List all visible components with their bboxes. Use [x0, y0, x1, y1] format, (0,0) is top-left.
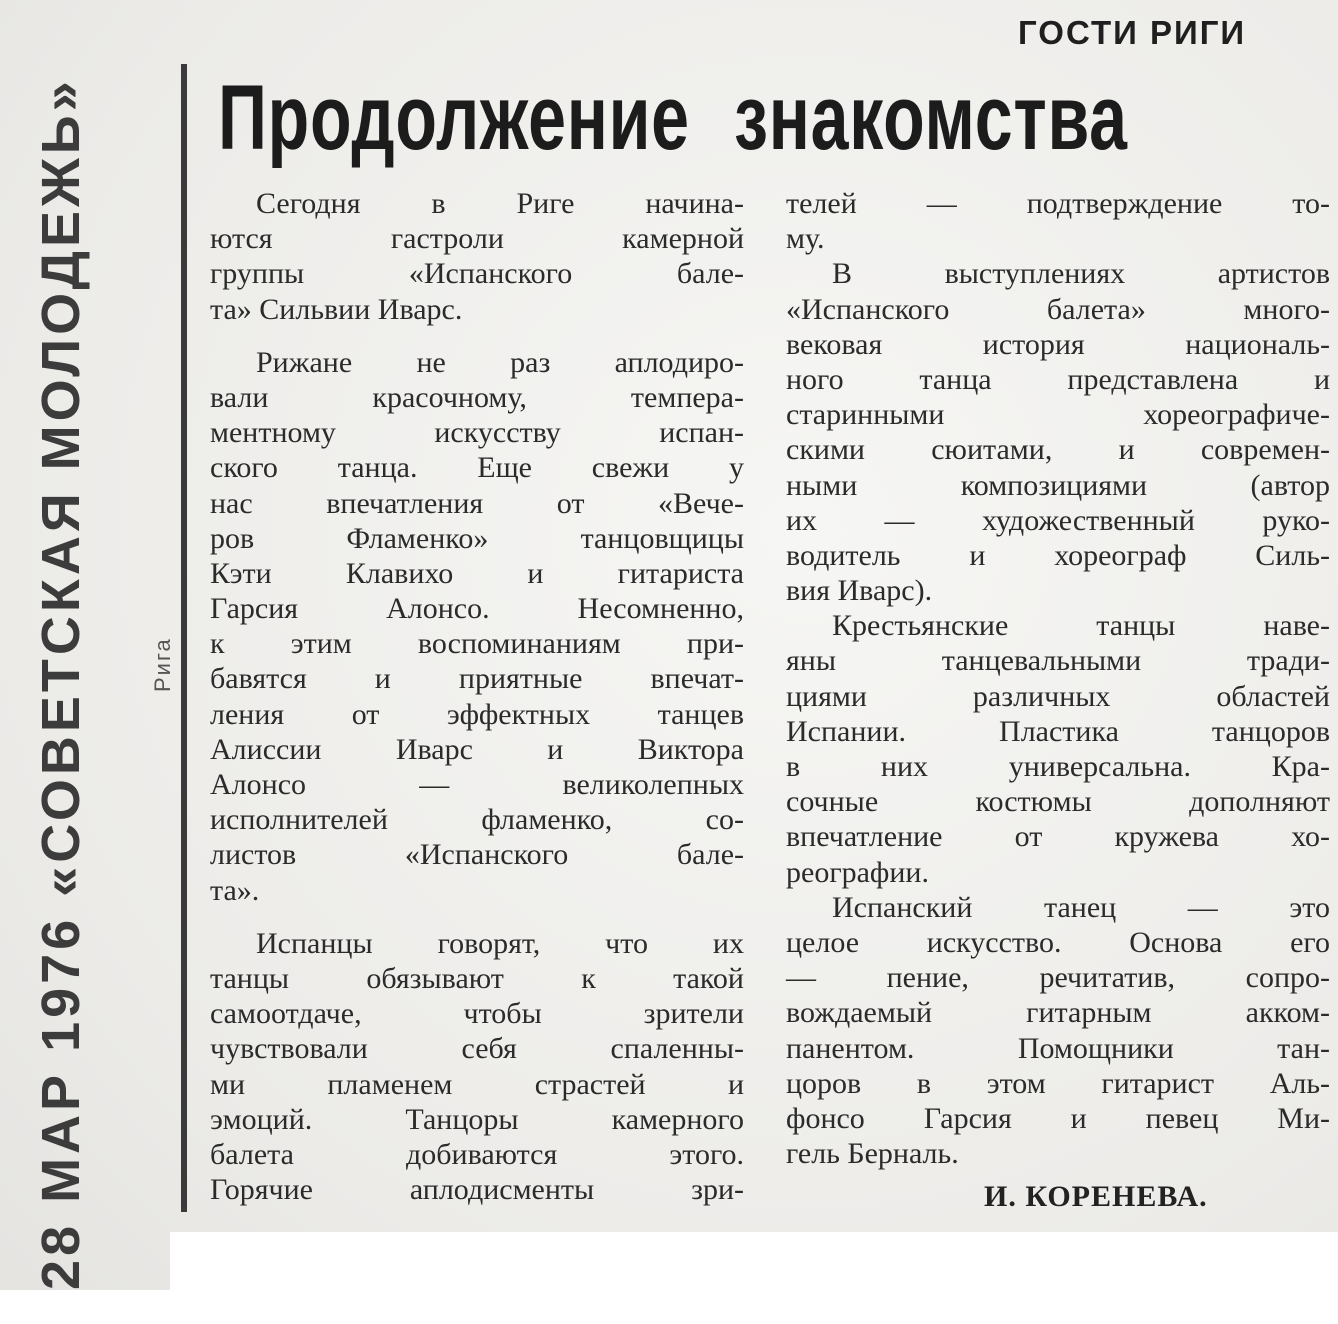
headline-word-1: Продолжение — [218, 67, 690, 169]
article-column-left — [210, 186, 744, 1207]
text-line: сочные костюмы дополняют — [786, 785, 1330, 819]
text-line: Кэти Клавихо и гитариста — [210, 556, 744, 590]
text-line: ного танца представлена и — [786, 362, 1330, 396]
headline-word-2: знакомства — [734, 67, 1128, 169]
paragraph-2 — [210, 345, 744, 908]
text-line: Испанский танец — это — [832, 890, 1330, 924]
text-line: В выступлениях артистов — [832, 257, 1330, 291]
text-line: та» Сильвии Иварс. — [210, 292, 463, 326]
text-line: в них универсальна. Кра- — [786, 750, 1330, 783]
paragraph-5 — [786, 608, 1330, 890]
text-line: Алиссии Иварс и Виктора — [210, 732, 744, 766]
paragraph-1 — [210, 186, 744, 327]
text-line: балета добиваются этого. — [210, 1137, 744, 1171]
text-line: ются гастроли камерной — [210, 222, 744, 256]
rubric: ГОСТИ РИГИ — [1018, 14, 1247, 51]
article-column-right — [786, 186, 1330, 1171]
text-line: вождаемый гитарным акком- — [786, 996, 1330, 1030]
text-line: Испанцы говорят, что их — [256, 926, 744, 960]
text-line: Рижане не раз аплодиро- — [256, 345, 744, 379]
text-line: целое искусство. Основа его — [786, 925, 1330, 959]
text-line: — пение, речитатив, сопро- — [786, 961, 1330, 995]
headline — [218, 66, 1128, 170]
text-line: Алонсо — великолепных — [210, 768, 744, 801]
text-line: чувствовали себя спаленны- — [210, 1032, 744, 1066]
text-line: Горячие аплодисменты зри- — [210, 1173, 744, 1207]
text-line: танцы обязывают к такой — [210, 961, 744, 995]
text-line: ментному искусству испан- — [210, 416, 744, 450]
margin-rule — [181, 64, 187, 1212]
text-line: исполнителей фламенко, со- — [210, 803, 744, 837]
text-line: впечатление от кружева хо- — [786, 820, 1330, 854]
text-line: старинными хореографиче- — [786, 398, 1330, 432]
text-line: скими сюитами, и современ- — [786, 433, 1330, 467]
text-line: Гарсия Алонсо. Несомненно, — [210, 592, 744, 626]
text-line: эмоций. Танцоры камерного — [210, 1102, 744, 1136]
text-line: му. — [786, 222, 825, 256]
text-line: самоотдаче, чтобы зрители — [210, 997, 744, 1031]
paragraph-6 — [786, 890, 1330, 1172]
text-line: ления от эффектных танцев — [210, 697, 744, 731]
text-line: листов «Испанского бале- — [210, 838, 744, 872]
paragraph-3 — [210, 926, 744, 1208]
text-line: Сегодня в Риге начина- — [256, 187, 744, 220]
text-line: ми пламенем страстей и — [210, 1067, 744, 1101]
date-source-stamp: 28 МАР 1976 «СОВЕТСКАЯ МОЛОДЕЖЬ» — [31, 77, 91, 1290]
text-line: нас впечатления от «Вече- — [210, 486, 744, 520]
paragraph-4 — [786, 256, 1330, 608]
text-line: вековая история националь- — [786, 327, 1330, 361]
text-line: панентом. Помощники тан- — [786, 1031, 1330, 1065]
text-line: бавятся и приятные впечат- — [210, 662, 744, 696]
paragraph-3-continued — [786, 186, 1330, 256]
text-line: Испании. Пластика танцоров — [786, 714, 1330, 748]
text-line: группы «Испанского бале- — [210, 257, 744, 291]
text-line: циями различных областей — [786, 679, 1330, 713]
text-line: фонсо Гарсия и певец Ми- — [786, 1101, 1330, 1135]
text-line: ров Фламенко» танцовщицы — [210, 521, 744, 555]
text-line: водитель и хореограф Силь- — [786, 538, 1330, 572]
text-line: ского танца. Еще свежи у — [210, 451, 744, 485]
text-line: та». — [210, 873, 260, 907]
text-line: цоров в этом гитарист Аль- — [786, 1066, 1330, 1100]
text-line: «Испанского балета» много- — [786, 292, 1330, 326]
text-line: к этим воспоминаниям при- — [210, 627, 744, 661]
text-line: Крестьянские танцы наве- — [832, 609, 1330, 643]
text-line: реографии. — [786, 855, 929, 889]
author-signature: И. КОРЕНЕВА. — [984, 1180, 1208, 1213]
text-line: ными композициями (автор — [786, 468, 1330, 502]
text-line: гель Берналь. — [786, 1137, 959, 1171]
text-line: вия Иварс). — [786, 574, 933, 608]
clipping-edge — [170, 1232, 1338, 1324]
text-line: яны танцевальными тради- — [786, 644, 1330, 678]
text-line: их — художественный руко- — [786, 503, 1330, 537]
text-line: телей — подтверждение то- — [786, 187, 1330, 220]
text-line: вали красочному, темпера- — [210, 380, 744, 414]
stamp-city: Рига — [150, 637, 175, 692]
clipping-edge-left — [0, 1290, 170, 1324]
